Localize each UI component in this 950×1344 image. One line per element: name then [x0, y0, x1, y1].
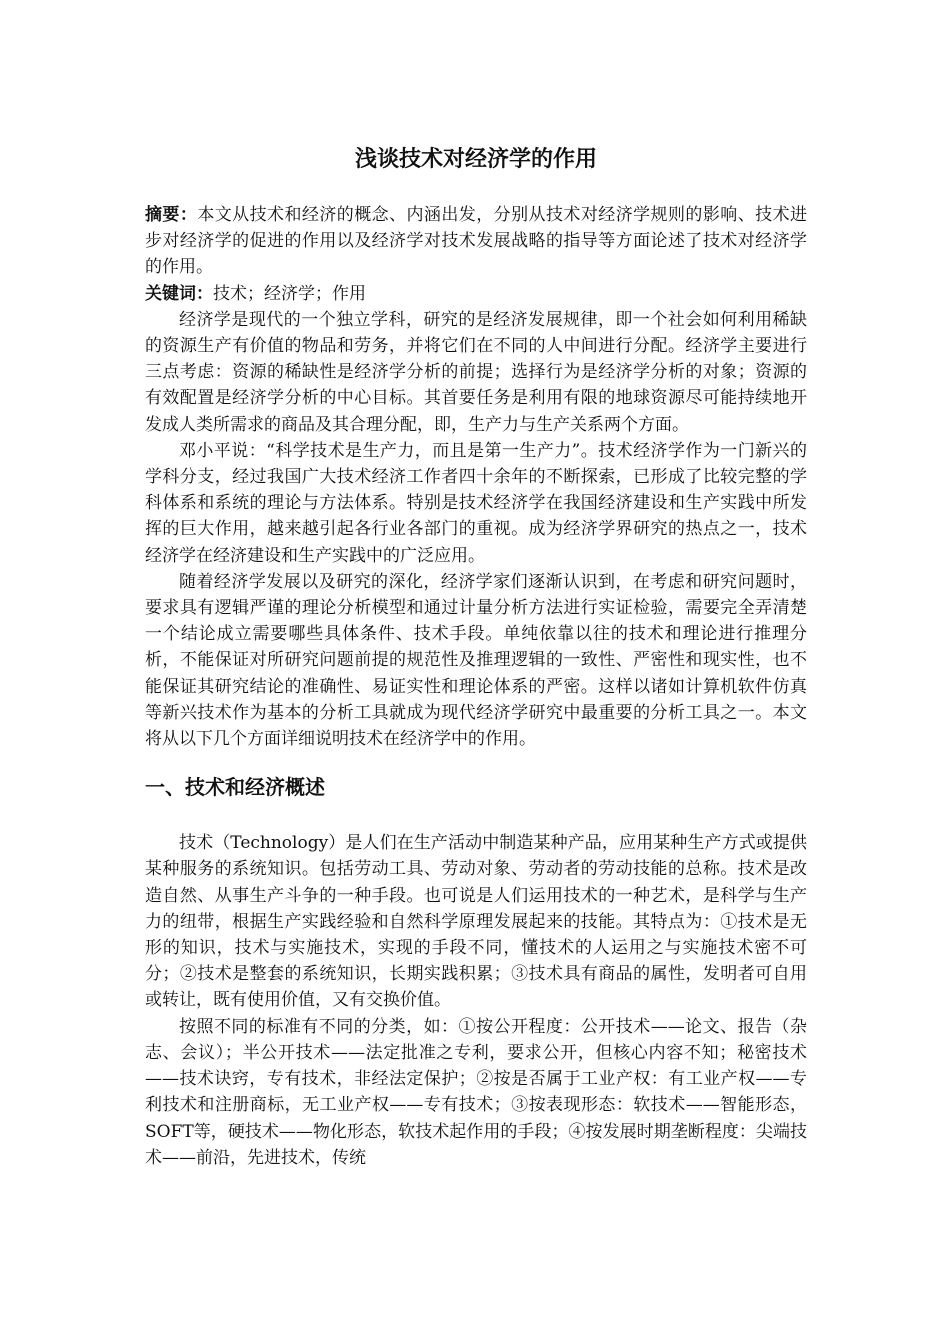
- keywords-paragraph: [145, 281, 807, 307]
- abstract-paragraph: [145, 202, 807, 281]
- document-title: 浅谈技术对经济学的作用: [354, 147, 597, 172]
- section-paragraph: 按照不同的标准有不同的分类，如：①按公开程度：公开技术——论文、报告（杂志、会议）；半公开技术——法定批准之专利，要求公开，但核心内容不知；秘密技术——技术诀窍，专有技术，非经法定保护；②按是否属于工业产权：有工业产权——专利技术和注册商标，无工业产权——专有技术；③按表现形态：软技术——智能形态，SOFT等，硬技术——物化形态，软技术起作用的手段；④按发展时期垄断程度：尖端技术——前沿，先进技术，传统: [145, 1016, 807, 1168]
- keywords-label: 关键词：: [145, 283, 213, 304]
- abstract-text: 本文从技术和经济的概念、内涵出发，分别从技术对经济学规则的影响、技术进步对经济学的促进的作用以及经济学对技术发展战略的指导等方面论述了技术对经济学的作用。: [145, 205, 808, 278]
- section-heading: 一、技术和经济概述: [145, 775, 325, 800]
- keywords-text: 技术；经济学；作用: [213, 283, 366, 304]
- section-paragraph: 技术（Technology）是人们在生产活动中制造某种产品，应用某种生产方式或提供某种服务的系统知识。包括劳动工具、劳动对象、劳动者的劳动技能的总称。技术是改造自然、从事生产斗争的一种手段。也可说是人们运用技术的一种艺术，是科学与生产力的纽带，根据生产实践经验和自然科学原理发展起来的技能。其特点为：①技术是无形的知识，技术与实施技术，实现的手段不同，懂技术的人运用之与实施技术密不可分；②技术是整套的系统知识，长期实践积累；③技术具有商品的属性，发明者可自用或转让，既有使用价值，又有交换价值。: [145, 833, 807, 1011]
- abstract-label: 摘要：: [145, 205, 198, 225]
- document-page: [145, 140, 807, 1171]
- intro-paragraph: 随着经济学发展以及研究的深化，经济学家们逐渐认识到，在考虑和研究问题时，要求具有逻辑严谨的理论分析模型和通过计量分析方法进行实证检验，需要完全弄清楚一个结论成立需要哪些具体条件、技术手段。单纯依靠以往的技术和理论进行推理分析，不能保证对所研究问题前提的规范性及推理逻辑的一致性、严密性和现实性，也不能保证其研究结论的准确性、易证实性和理论体系的严密。这样以诸如计算机软件仿真等新兴技术作为基本的分析工具就成为现代经济学研究中最重要的分析工具之一。本文将从以下几个方面详细说明技术在经济学中的作用。: [145, 571, 807, 750]
- intro-paragraph: 经济学是现代的一个独立学科，研究的是经济发展规律，即一个社会如何利用稀缺的资源生产有价值的物品和劳务，并将它们在不同的人中间进行分配。经济学主要进行三点考虑：资源的稀缺性是经济学分析的前提；选择行为是经济学分析的对象；资源的有效配置是经济学分析的中心目标。其首要任务是利用有限的地球资源尽可能持续地开发成人类所需求的商品及其合理分配，即，生产力与生产关系两个方面。: [145, 309, 807, 435]
- intro-paragraph: 邓小平说：“科学技术是生产力，而且是第一生产力”。技术经济学作为一门新兴的学科分支，经过我国广大技术经济工作者四十余年的不断探索，已形成了比较完整的学科体系和系统的理论与方法体系。特别是技术经济学在我国经济建设和生产实践中所发挥的巨大作用，越来越引起各行业各部门的重视。成为经济学界研究的热点之一，技术经济学在经济建设和生产实践中的广泛应用。: [145, 440, 807, 566]
